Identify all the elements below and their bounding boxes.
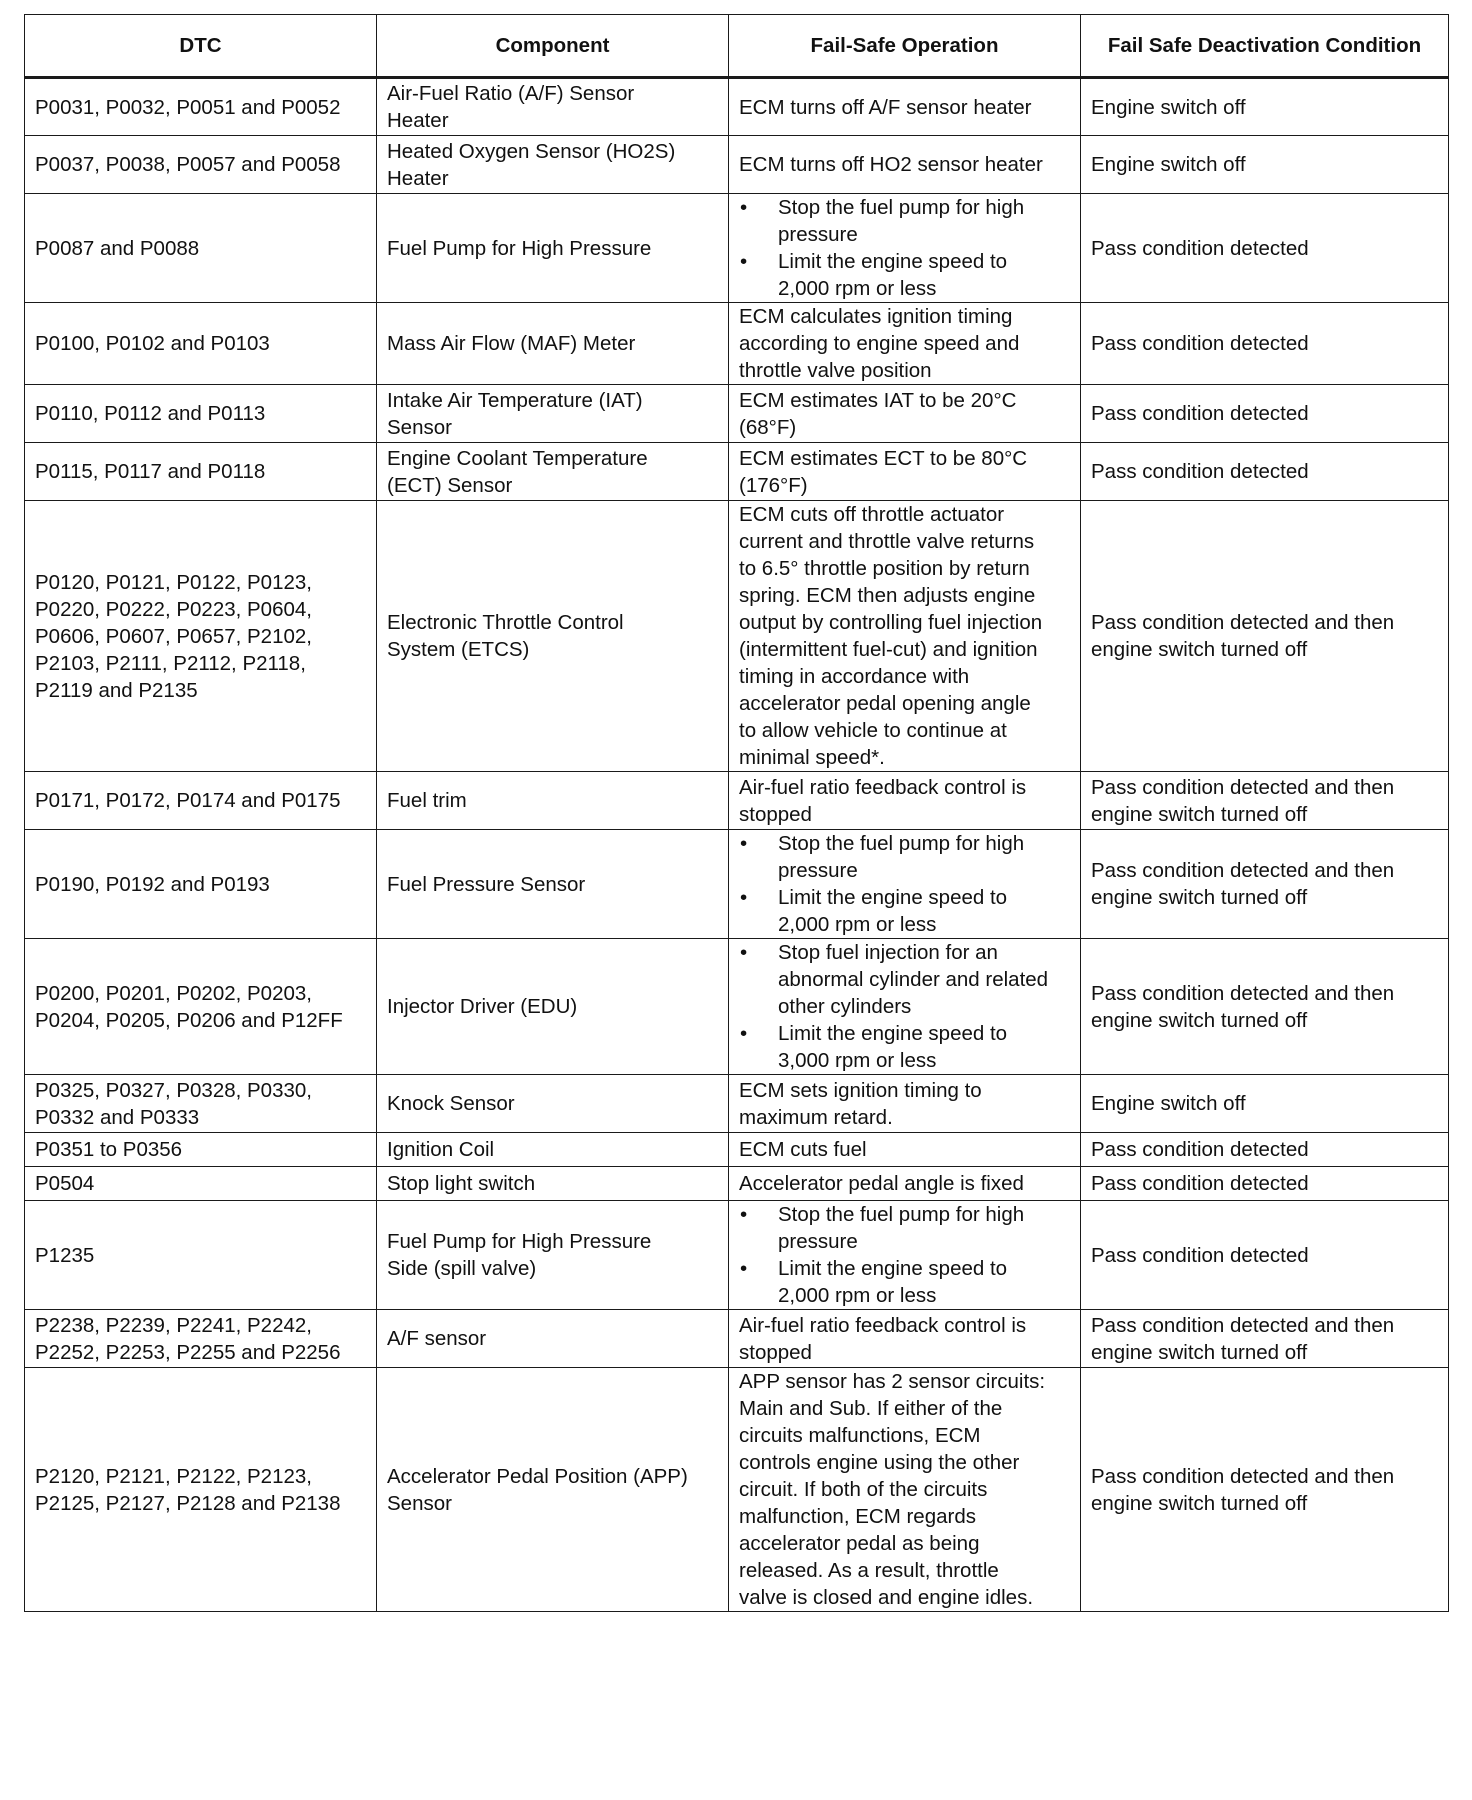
condition-line: Engine switch off [1091, 1092, 1246, 1115]
dtc-line: P0037, P0038, P0057 and P0058 [35, 153, 341, 176]
fail-safe-operation-cell [729, 303, 1081, 385]
dtc-line: P2238, P2239, P2241, P2242, [35, 1313, 312, 1337]
dtc-line: P0031, P0032, P0051 and P0052 [35, 95, 341, 119]
component-cell [377, 443, 729, 501]
dtc-cell [25, 1133, 377, 1167]
component-line: Fuel Pressure Sensor [387, 872, 586, 896]
fail-safe-operation-cell [729, 1310, 1081, 1368]
operation-line: 2,000 rpm or less [778, 913, 937, 936]
dtc-line: P2120, P2121, P2122, P2123, [35, 1464, 312, 1488]
operation-line: throttle valve position [739, 359, 932, 382]
operation-line: ECM calculates ignition timing [739, 305, 1013, 328]
deactivation-condition-cell [1081, 939, 1449, 1075]
dtc-cell [25, 385, 377, 443]
operation-line: 3,000 rpm or less [778, 1049, 937, 1072]
table-row [25, 1075, 1449, 1133]
operation-line: • Stop fuel injection for an [778, 941, 998, 964]
dtc-cell [25, 1075, 377, 1133]
operation-line: • Stop the fuel pump for high [778, 832, 1025, 855]
deactivation-condition-cell [1081, 1201, 1449, 1310]
component-line: Heated Oxygen Sensor (HO2S) [387, 139, 676, 163]
fail-safe-operation-cell [729, 443, 1081, 501]
component-line: Ignition Coil [387, 1138, 495, 1161]
component-line: Sensor [387, 1491, 452, 1515]
dtc-cell [25, 772, 377, 830]
operation-bullet-item [739, 939, 1070, 1020]
operation-bullet-item [739, 194, 1070, 248]
operation-line: ECM sets ignition timing to [739, 1078, 982, 1102]
component-line: Stop light switch [387, 1172, 536, 1195]
fail-safe-operation-cell [729, 78, 1081, 136]
condition-line: Engine switch off [1091, 153, 1246, 176]
table-body [25, 78, 1449, 1612]
operation-line: • Limit the engine speed to [778, 886, 1008, 909]
dtc-line: P0200, P0201, P0202, P0203, [35, 981, 312, 1005]
operation-line: • Limit the engine speed to [778, 1257, 1008, 1280]
dtc-cell [25, 1310, 377, 1368]
fail-safe-operation-cell [729, 136, 1081, 194]
component-line: Sensor [387, 415, 452, 439]
component-cell [377, 501, 729, 772]
dtc-line: P0606, P0607, P0657, P2102, [35, 624, 312, 648]
condition-line: Pass condition detected and then [1091, 775, 1395, 799]
operation-line: • Stop the fuel pump for high [778, 1203, 1025, 1226]
operation-line: circuits malfunctions, ECM [739, 1424, 981, 1447]
header-dtc: DTC [25, 15, 377, 78]
operation-line: spring. ECM then adjusts engine [739, 584, 1036, 607]
component-cell [377, 1133, 729, 1167]
condition-line: Pass condition detected and then [1091, 1464, 1395, 1488]
operation-line: Air-fuel ratio feedback control is [739, 1313, 1027, 1337]
fail-safe-operation-cell [729, 194, 1081, 303]
dtc-line: P1235 [35, 1243, 95, 1267]
header-row [25, 15, 1449, 78]
operation-line: Main and Sub. If either of the [739, 1397, 1003, 1420]
deactivation-condition-cell [1081, 194, 1449, 303]
condition-line: Engine switch off [1091, 95, 1246, 119]
operation-line: ECM estimates IAT to be 20°C [739, 388, 1017, 412]
header-component: Component [377, 15, 729, 78]
operation-line: ECM turns off HO2 sensor heater [739, 153, 1043, 176]
condition-line: Pass condition detected and then [1091, 981, 1395, 1005]
component-line: Injector Driver (EDU) [387, 995, 578, 1018]
table-row [25, 1368, 1449, 1612]
dtc-line: P0120, P0121, P0122, P0123, [35, 570, 312, 594]
condition-line: Pass condition detected [1091, 460, 1309, 483]
condition-line: engine switch turned off [1091, 802, 1308, 826]
operation-line: accelerator pedal opening angle [739, 692, 1031, 715]
component-cell [377, 1167, 729, 1201]
deactivation-condition-cell [1081, 1075, 1449, 1133]
dtc-cell [25, 939, 377, 1075]
table-row [25, 1201, 1449, 1310]
operation-line: 2,000 rpm or less [778, 277, 937, 300]
fail-safe-operation-cell [729, 1075, 1081, 1133]
component-line: Intake Air Temperature (IAT) [387, 388, 643, 412]
operation-line: stopped [739, 802, 812, 826]
operation-line: current and throttle valve returns [739, 530, 1035, 553]
component-line: Heater [387, 166, 449, 190]
component-line: System (ETCS) [387, 638, 530, 661]
fail-safe-operation-cell [729, 830, 1081, 939]
table-row [25, 772, 1449, 830]
dtc-line: P0087 and P0088 [35, 236, 200, 260]
component-cell [377, 194, 729, 303]
deactivation-condition-cell [1081, 501, 1449, 772]
dtc-cell [25, 194, 377, 303]
condition-line: Pass condition detected [1091, 402, 1309, 425]
deactivation-condition-cell [1081, 443, 1449, 501]
table-row [25, 443, 1449, 501]
deactivation-condition-cell [1081, 830, 1449, 939]
fail-safe-operation-cell [729, 1201, 1081, 1310]
operation-line: (176°F) [739, 473, 808, 497]
header-deactivation-condition: Fail Safe Deactivation Condition [1081, 15, 1449, 78]
component-cell [377, 772, 729, 830]
operation-line: circuit. If both of the circuits [739, 1478, 988, 1501]
component-cell [377, 830, 729, 939]
condition-line: Pass condition detected [1091, 1172, 1309, 1195]
deactivation-condition-cell [1081, 78, 1449, 136]
operation-bullet-item [739, 884, 1070, 938]
condition-line: Pass condition detected and then [1091, 859, 1395, 882]
condition-line: engine switch turned off [1091, 1340, 1308, 1364]
operation-line: stopped [739, 1340, 812, 1364]
component-line: Side (spill valve) [387, 1257, 537, 1280]
operation-line: other cylinders [778, 995, 912, 1018]
component-line: Electronic Throttle Control [387, 611, 624, 634]
component-cell [377, 1201, 729, 1310]
component-line: Fuel Pump for High Pressure [387, 1230, 652, 1253]
operation-line: to 6.5° throttle position by return [739, 557, 1030, 580]
operation-bullet-item [739, 1020, 1070, 1074]
condition-line: engine switch turned off [1091, 638, 1308, 661]
deactivation-condition-cell [1081, 385, 1449, 443]
table-row [25, 501, 1449, 772]
component-line: Fuel Pump for High Pressure [387, 236, 652, 260]
operation-line: pressure [778, 859, 858, 882]
operation-line: (68°F) [739, 415, 797, 439]
component-cell [377, 1368, 729, 1612]
deactivation-condition-cell [1081, 136, 1449, 194]
table-row [25, 194, 1449, 303]
fail-safe-table [24, 14, 1449, 1612]
operation-line: malfunction, ECM regards [739, 1505, 976, 1528]
dtc-cell [25, 501, 377, 772]
component-line: A/F sensor [387, 1327, 487, 1350]
dtc-line: P0100, P0102 and P0103 [35, 332, 270, 355]
operation-bullet-item [739, 830, 1070, 884]
operation-line: to allow vehicle to continue at [739, 719, 1007, 742]
operation-bullet-item [739, 248, 1070, 302]
condition-line: engine switch turned off [1091, 886, 1308, 909]
dtc-cell [25, 830, 377, 939]
operation-bullet-list [739, 194, 1070, 302]
deactivation-condition-cell [1081, 1133, 1449, 1167]
dtc-line: P0220, P0222, P0223, P0604, [35, 597, 312, 621]
fail-safe-operation-cell [729, 939, 1081, 1075]
fail-safe-operation-cell [729, 385, 1081, 443]
deactivation-condition-cell [1081, 303, 1449, 385]
operation-line: according to engine speed and [739, 332, 1020, 355]
table-row [25, 939, 1449, 1075]
operation-line: • Stop the fuel pump for high [778, 196, 1025, 219]
dtc-line: P0332 and P0333 [35, 1105, 200, 1129]
operation-line: Air-fuel ratio feedback control is [739, 775, 1027, 799]
operation-line: accelerator pedal as being [739, 1532, 980, 1555]
condition-line: engine switch turned off [1091, 1008, 1308, 1032]
deactivation-condition-cell [1081, 1167, 1449, 1201]
table-row [25, 136, 1449, 194]
operation-line: abnormal cylinder and related [778, 968, 1049, 991]
dtc-line: P0325, P0327, P0328, P0330, [35, 1078, 312, 1102]
condition-line: Pass condition detected [1091, 1243, 1309, 1267]
dtc-line: P2252, P2253, P2255 and P2256 [35, 1340, 341, 1364]
component-line: Mass Air Flow (MAF) Meter [387, 332, 636, 355]
condition-line: Pass condition detected [1091, 332, 1309, 355]
table-row [25, 78, 1449, 136]
component-cell [377, 136, 729, 194]
dtc-cell [25, 1201, 377, 1310]
deactivation-condition-cell [1081, 1368, 1449, 1612]
component-line: Engine Coolant Temperature [387, 446, 648, 470]
component-cell [377, 385, 729, 443]
table-row [25, 1133, 1449, 1167]
deactivation-condition-cell [1081, 772, 1449, 830]
component-cell [377, 1075, 729, 1133]
operation-line: pressure [778, 223, 858, 246]
deactivation-condition-cell [1081, 1310, 1449, 1368]
dtc-line: P2119 and P2135 [35, 678, 198, 702]
operation-line: • Limit the engine speed to [778, 250, 1008, 273]
document-page [24, 14, 1448, 1612]
fail-safe-operation-cell [729, 501, 1081, 772]
operation-line: output by controlling fuel injection [739, 611, 1043, 634]
component-cell [377, 939, 729, 1075]
dtc-line: P2103, P2111, P2112, P2118, [35, 651, 306, 675]
dtc-cell [25, 443, 377, 501]
operation-line: 2,000 rpm or less [778, 1284, 937, 1307]
table-row [25, 303, 1449, 385]
operation-bullet-list [739, 1201, 1070, 1309]
operation-line: minimal speed*. [739, 746, 885, 769]
operation-line: controls engine using the other [739, 1451, 1020, 1474]
operation-line: released. As a result, throttle [739, 1559, 999, 1582]
fail-safe-operation-cell [729, 1368, 1081, 1612]
table-row [25, 1167, 1449, 1201]
operation-line: (intermittent fuel-cut) and ignition [739, 638, 1038, 661]
operation-line: pressure [778, 1230, 858, 1253]
operation-bullet-list [739, 939, 1070, 1074]
condition-line: Pass condition detected [1091, 236, 1309, 260]
component-cell [377, 78, 729, 136]
dtc-line: P0204, P0205, P0206 and P12FF [35, 1008, 343, 1032]
dtc-line: P0115, P0117 and P0118 [35, 460, 266, 483]
operation-line: ECM turns off A/F sensor heater [739, 95, 1032, 119]
header-fail-safe-operation: Fail-Safe Operation [729, 15, 1081, 78]
component-cell [377, 303, 729, 385]
dtc-line: P0171, P0172, P0174 and P0175 [35, 789, 341, 812]
condition-line: Pass condition detected [1091, 1138, 1309, 1161]
component-cell [377, 1310, 729, 1368]
operation-line: ECM estimates ECT to be 80°C [739, 446, 1028, 470]
dtc-cell [25, 1368, 377, 1612]
operation-bullet-list [739, 830, 1070, 938]
component-line: Fuel trim [387, 789, 467, 812]
condition-line: engine switch turned off [1091, 1491, 1308, 1515]
condition-line: Pass condition detected and then [1091, 611, 1395, 634]
dtc-line: P2125, P2127, P2128 and P2138 [35, 1491, 341, 1515]
component-line: Air-Fuel Ratio (A/F) Sensor [387, 82, 635, 105]
operation-line: timing in accordance with [739, 665, 970, 688]
dtc-line: P0190, P0192 and P0193 [35, 872, 270, 896]
component-line: Accelerator Pedal Position (APP) [387, 1464, 688, 1488]
operation-line: Accelerator pedal angle is fixed [739, 1172, 1024, 1195]
operation-bullet-item [739, 1255, 1070, 1309]
table-row [25, 830, 1449, 939]
dtc-line: P0504 [35, 1172, 95, 1195]
dtc-cell [25, 136, 377, 194]
operation-line: ECM cuts off throttle actuator [739, 503, 1005, 526]
dtc-cell [25, 1167, 377, 1201]
dtc-cell [25, 78, 377, 136]
operation-bullet-item [739, 1201, 1070, 1255]
dtc-line: P0110, P0112 and P0113 [35, 402, 266, 425]
operation-line: maximum retard. [739, 1105, 893, 1129]
operation-line: ECM cuts fuel [739, 1138, 867, 1161]
component-line: Knock Sensor [387, 1092, 515, 1115]
table-header [25, 15, 1449, 78]
component-line: (ECT) Sensor [387, 473, 513, 497]
component-line: Heater [387, 109, 449, 132]
fail-safe-operation-cell [729, 772, 1081, 830]
fail-safe-operation-cell [729, 1167, 1081, 1201]
operation-line: • Limit the engine speed to [778, 1022, 1008, 1045]
operation-line: APP sensor has 2 sensor circuits: [739, 1370, 1046, 1393]
operation-line: valve is closed and engine idles. [739, 1586, 1034, 1609]
table-row [25, 1310, 1449, 1368]
dtc-line: P0351 to P0356 [35, 1138, 183, 1161]
fail-safe-operation-cell [729, 1133, 1081, 1167]
table-row [25, 385, 1449, 443]
condition-line: Pass condition detected and then [1091, 1313, 1395, 1337]
dtc-cell [25, 303, 377, 385]
